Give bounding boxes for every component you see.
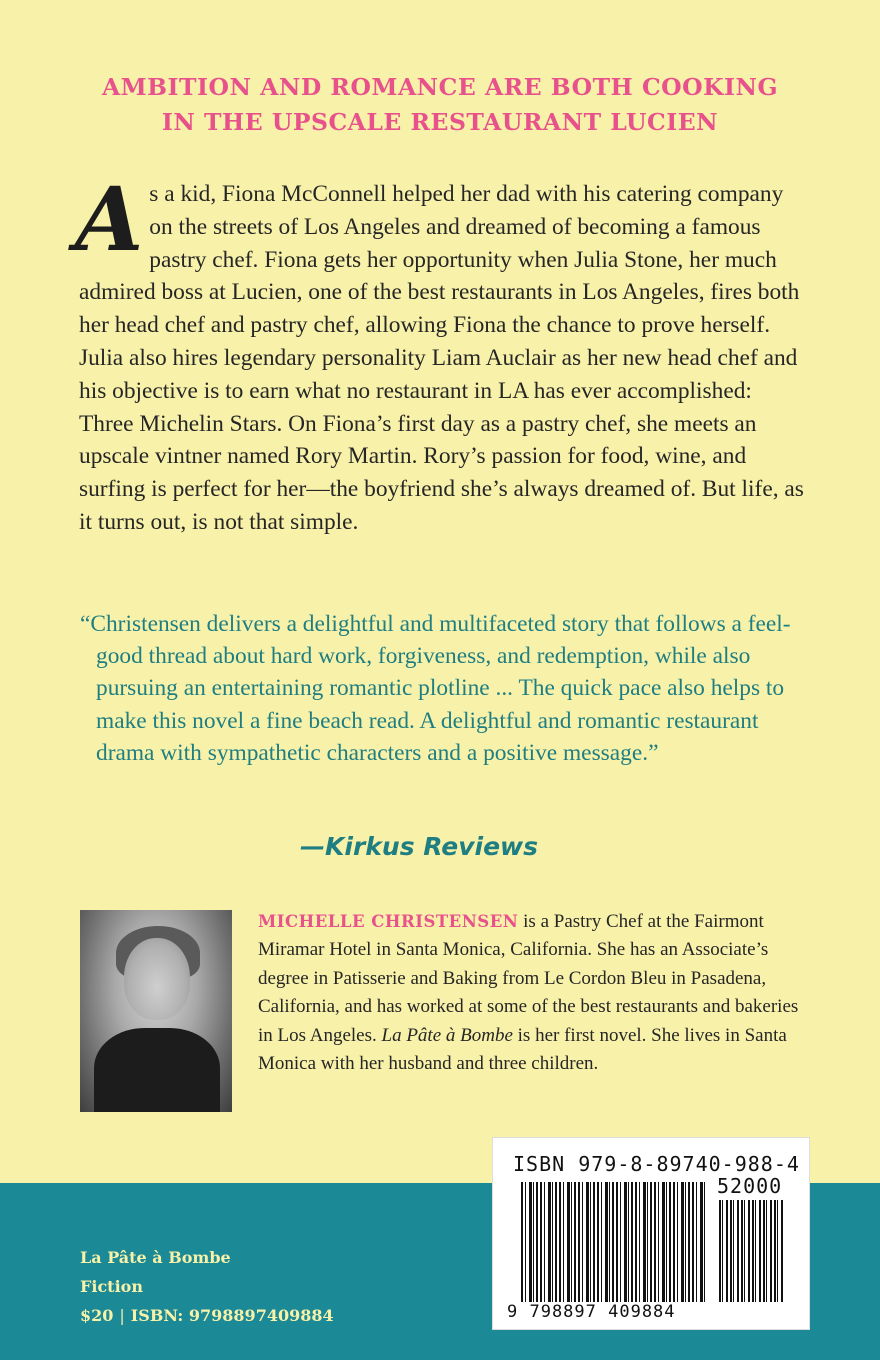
footer-price: $20	[80, 1306, 114, 1325]
author-bio-part-2: is her first novel. She lives in Santa Monica with her husband and three children.	[258, 1024, 787, 1075]
barcode-addon-bars	[719, 1200, 785, 1302]
headline-line-2: IN THE UPSCALE RESTAURANT LUCIEN	[161, 108, 719, 136]
blurb-paragraph	[75, 167, 804, 539]
barcode-digits: 9 798897 409884	[507, 1302, 676, 1322]
author-photo-torso	[94, 1028, 220, 1112]
author-bio-book-title: La Pâte à Bombe	[381, 1024, 513, 1046]
footer-title: La Pâte à Bombe	[80, 1248, 231, 1267]
footer-separator: |	[119, 1306, 125, 1325]
author-name: MICHELLE CHRISTENSEN	[258, 912, 519, 931]
barcode-box	[492, 1137, 810, 1330]
headline	[40, 70, 840, 140]
blurb-text: s a kid, Fiona McConnell helped her dad with his catering company on the streets of Los Angeles and dreamed of becoming a famous pastry chef. Fiona gets her opportunity when Julia Stone, her much admired boss at Lucien, one of the best restaurants in Los Angeles, fires both her head chef and pastry chef, allowing Fiona the chance to prove herself. Julia also hires legendary personality Liam Auclair as her new head chef and his objective is to earn what no restaurant in LA has ever accomplished: Three Michelin Stars. On Fiona’s first day as a pastry chef, she meets an upscale vintner named Rory Martin. Rory’s passion for food, wine, and surfing is perfect for her—the boyfriend she’s always dreamed of. But life, as it turns out, is not that simple.	[79, 181, 804, 535]
barcode-price-code: 52000	[717, 1174, 783, 1198]
author-photo-face	[124, 938, 190, 1020]
drop-cap: A	[75, 167, 144, 271]
footer-isbn: ISBN: 9798897409884	[130, 1306, 334, 1325]
footer-info	[80, 1243, 334, 1330]
headline-line-1: AMBITION AND ROMANCE ARE BOTH COOKING	[101, 73, 779, 101]
footer-genre: Fiction	[80, 1277, 143, 1296]
footer-price-isbn	[80, 1301, 334, 1330]
review-attribution: —Kirkus Reviews	[300, 832, 539, 861]
barcode-bars	[521, 1182, 705, 1302]
review-quote	[80, 608, 808, 769]
barcode-isbn-label: ISBN 979-8-89740-988-4	[513, 1152, 800, 1176]
author-bio	[258, 908, 806, 1078]
author-photo	[80, 910, 232, 1112]
author-bio-part-1: is a Pastry Chef at the Fairmont Miramar Hotel in Santa Monica, California. She has an Associate’s degree in Patisserie and Baking from Le Cordon Bleu in Pasadena, California, and has worked at some of the best restaurants and bakeries in Los Angeles.	[258, 911, 799, 1046]
review-quote-text: “Christensen delivers a delightful and multifaceted story that follows a feel-good thread about hard work, forgiveness, and redemption, while also pursuing an entertaining romantic plotline ... The quick pace also helps to make this novel a fine beach read. A delightful and romantic restaurant drama with sympathetic characters and a positive message.”	[80, 611, 791, 766]
